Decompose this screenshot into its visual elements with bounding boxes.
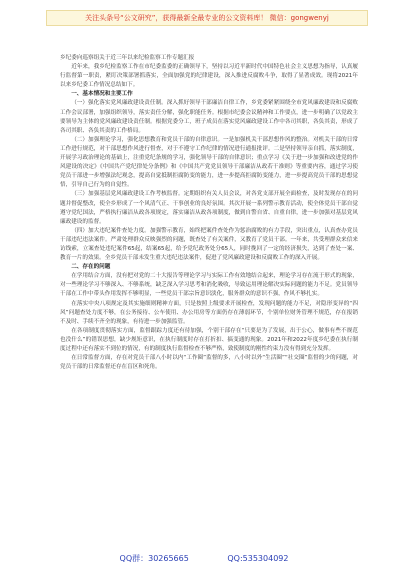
paragraph: （二）加强理论学习，强化思想教育和党员干部的自律意识。一是加强机关干部思想作风的整治。对机关干部的日常工作进行规范，对干部思想作风进行督查，对于不遵守工作纪律的情况进行通报批评。二是坚持领导亲自抓，落实制度，开展学习政治理论的基础上，注重党纪条规的学习，强化领导干部的自律意识；重点学习《关于进一步加强和改进党的作风建设的决定》《中国共产党纪律处分条例》和《中国共产党党员领导干部廉洁从政若干准则》等重要内容，通过学习使党员干部进一步增强法纪观念，提高自觉抵制拒腐防变的能力，进一步提高拒腐防变能力，进一步提高党员干部的思想觉悟，引导自己行为的自觉性。: [60, 136, 358, 189]
document-heading: 乡纪委向巡察组关于近三年以来纪检监察工作专题汇报: [60, 55, 195, 61]
promo-banner: 关注头条号“公文研究”，获得最新全最专业的公文资料库！ 微信：gongwenyj: [46, 10, 368, 26]
paragraph: 近年来，我乡纪检监察工作在市纪委监委的正确领导下，坚持以习近平新时代中国特色社会主义思想为指导，认真履行监督第一职责，紧盯决策部署抓落实，全面加强党的纪律建设，深入推进反腐败斗争，取得了显著成效。现将2021年以来乡纪委工作情况总结如下。: [60, 64, 358, 89]
contact-footer: [0, 553, 408, 565]
section-heading: 二、存在的问题: [71, 264, 111, 271]
paragraph: 在学用结合方面，没有把对党的二十大报告等理论学习与实际工作有效地结合起来，理论学习存在流于形式的现象，对一些理论学习不够深入、不够系统，缺乏深入学习思考和消化吸收，导致运用理论解决实际问题的能力不足。党员领导干部在工作中带头作用发挥不够明显，一些党员干部宗旨意识淡化，服务群众的意识不强，作风不够扎实。: [60, 273, 358, 298]
paragraph: 在落实中央八项规定及其实施细则精神方面，只是按照上级要求开展检查，发现问题的能力不足，对隐形变异的“四风”问题查处力度不够，在公务接待、公车使用、办公用房等方面仍存在薄弱环节，个别单位财务管理不规范，存在报销不及时、手续不齐全的现象，有待进一步加强监管。: [60, 300, 358, 325]
paragraph: （三）加强基层党风廉政建设工作考核监督。定期组织有关人员会议，对各党支部开展全面检查，及时发现存在的问题并督促整改，使全乡形成了一个风清气正、干事创业的良好氛围。其次开展一系列警示教育活动，使全体党员干部自觉遵守党纪国法，严格执行廉洁从政各项规定，落实廉洁从政各项制度，做到自警自省、自重自律，进一步加强对基层党风廉政建设的监督。: [60, 191, 358, 225]
paragraph: （四）加大违纪案件查处力度。加强警示教育，始终把案件查处作为惩治腐败的有力手段，突出重点，认真查办党员干部违纪违法案件。严肃处理群众反映强烈的问题，既查处了有关案件，又教育了党员干部。一年来，共受理群众来信来访线索，立案查处违纪案件65起，结案65起，给予党纪政务处分65人，同时挽回了一定的经济损失，达到了查处一案、教育一片的效果。全乡党员干部未发生重大违纪违法案件，促进了党风廉政建设和反腐败工作的深入开展。: [60, 227, 358, 262]
paragraph-list: [60, 63, 358, 372]
paragraph: 在各项制度贯彻落实方面，监督跟踪力度还有待加强，个别干部存在“只要是为了发展，出于公心，做事有些不规范也没什么”的错误思想，缺少规矩意识，在执行制度时存在打折扣、搞变通的现象。2021年和2022年度乡纪委在执行制度过程中还有落实不到位的情况，有的制度执行监督检查不够严格，致使制度的刚性约束力没有得到充分发挥。: [60, 327, 358, 352]
paragraph: （一）强化落实党风廉政建设责任制。深入抓好领导干部廉洁自律工作，乡党委紧紧围绕全市党风廉政建设和反腐败工作会议部署，加强组织领导，落实责任分解，强化职能任务。根据市纪委会议精神和工作要点，进一步明确了以党政主要领导为主体的党风廉政建设责任制。根据党委分工，班子成员在落实党风廉政建设工作中各司其职，各负其责，形成了各司其职、各负其责的工作格局。: [60, 100, 358, 134]
paragraph: 在日常监督方面，存在对党员干部八小时以内“工作圈”监督的多，八小时以外“生活圈”“社交圈”监督的少的问题，对党员干部的日常监督还存在盲区和死角。: [60, 355, 358, 371]
qq-group-number: QQ群：30265665: [119, 554, 189, 563]
section-heading: 一、基本情况和主要工作: [71, 91, 133, 98]
document-body: [60, 54, 358, 542]
qq-number: QQ:535304092: [227, 554, 289, 563]
